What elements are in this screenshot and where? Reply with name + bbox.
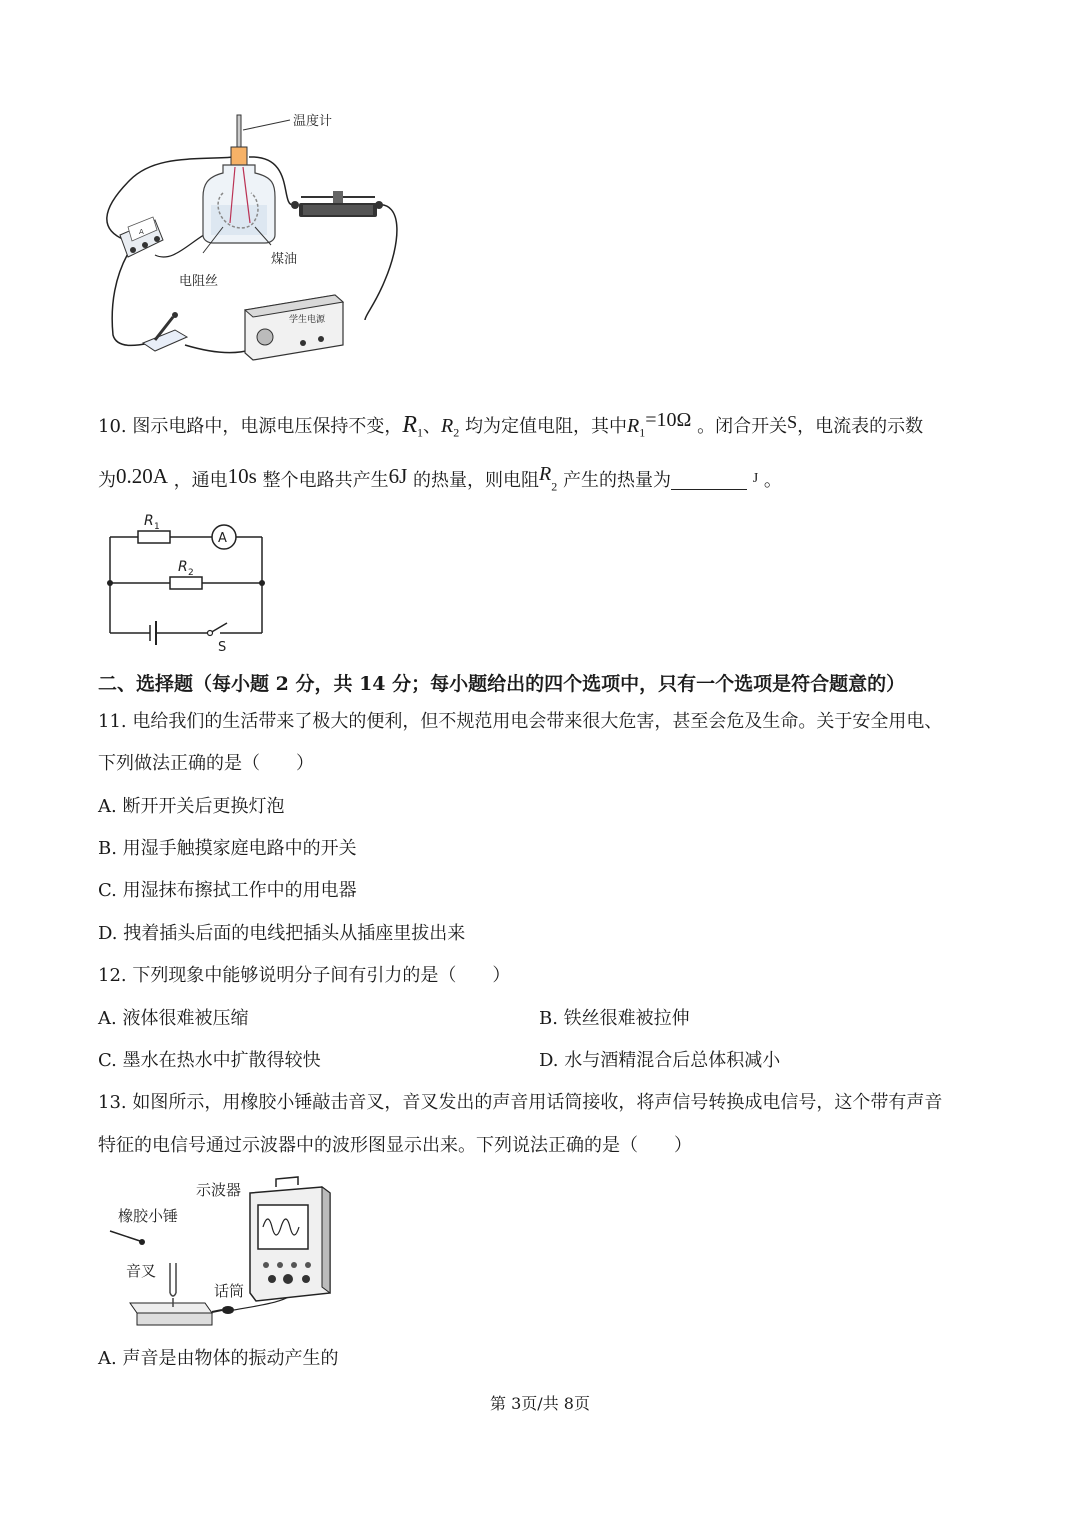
- ammeter: [120, 217, 163, 257]
- q10-line2: 为0.20A ，通电10s 整个电路共产生6J 的热量，则电阻$R_2$ 产生的热量为 $^J$ 。: [98, 463, 782, 494]
- q13-stem-line2: 特征的电信号通过示波器中的波形图显示出来。下列说法正确的是（ ）: [98, 1135, 692, 1156]
- svg-text:1: 1: [154, 522, 160, 532]
- knife-switch: [143, 312, 187, 351]
- q11-option-d[interactable]: D. 拽着插头后面的电线把插头从插座里拔出来: [98, 923, 466, 944]
- q11-stem-line2: 下列做法正确的是（ ）: [98, 753, 314, 774]
- rubber-hammer: [110, 1231, 145, 1245]
- oscilloscope: [250, 1177, 330, 1301]
- circuit-ammeter-letter: A: [218, 531, 227, 546]
- q11-option-b[interactable]: B. 用湿手触摸家庭电路中的开关: [98, 838, 357, 859]
- circuit-label-r1: R: [144, 513, 154, 529]
- q11-option-c[interactable]: C. 用湿抹布擦拭工作中的用电器: [98, 880, 357, 901]
- r1-value: =10Ω: [645, 409, 692, 431]
- apparatus-drawing: [95, 105, 415, 375]
- heat-value: 6J: [388, 464, 408, 488]
- label-kerosene: 煤油: [271, 252, 298, 267]
- q11-stem-line1: 11. 电给我们的生活带来了极大的便利，但不规范用电会带来很大危害，甚至会危及生命。关于安全用电、: [98, 711, 943, 732]
- oscilloscope-drawing: [100, 1175, 340, 1335]
- label-microphone: 话筒: [214, 1282, 245, 1300]
- answer-blank[interactable]: [671, 469, 747, 490]
- ammeter-letter: A: [139, 228, 144, 236]
- svg-text:2: 2: [188, 568, 194, 578]
- label-rubber-hammer: 橡胶小锤: [118, 1207, 179, 1225]
- figure-joule-apparatus: [95, 105, 415, 375]
- label-power-supply: 学生电源: [289, 315, 326, 325]
- q10-number: 10.: [98, 416, 127, 437]
- tuning-fork: [170, 1263, 176, 1307]
- q13-stem-line1: 13. 如图所示，用橡胶小锤敲击音叉，音叉发出的声音用话筒接收，将声信号转换成电信号，这个带有声音: [98, 1092, 943, 1113]
- label-oscilloscope: 示波器: [196, 1181, 242, 1199]
- circuit-drawing: [100, 505, 275, 655]
- label-thermometer: 温度计: [293, 114, 333, 129]
- page-number: 第 3页/共 8页: [490, 1394, 590, 1413]
- q12-stem: 12. 下列现象中能够说明分子间有引力的是（ ）: [98, 965, 511, 986]
- symbol-r2: R: [441, 415, 454, 437]
- q11-option-a[interactable]: A. 断开开关后更换灯泡: [98, 796, 285, 817]
- symbol-r1: R: [402, 412, 418, 438]
- q13-option-a[interactable]: A. 声音是由物体的振动产生的: [98, 1348, 339, 1369]
- current-value: 0.20A: [116, 464, 168, 488]
- time-value: 10s: [227, 464, 257, 488]
- label-resistance-wire: 电阻丝: [179, 274, 219, 289]
- student-power-supply: [245, 295, 343, 360]
- figure-circuit: [100, 505, 275, 655]
- label-tuning-fork: 音叉: [126, 1262, 157, 1280]
- q12-option-b[interactable]: B. 铁丝很难被拉伸: [539, 1008, 690, 1029]
- q10-line1: 10. 图示电路中，电源电压保持不变，$R_1$、$R_2$ 均为定值电阻，其中$R_1=10\Omega$ 。闭合开关S，电流表的示数: [98, 409, 924, 440]
- q12-option-a[interactable]: A. 液体很难被压缩: [98, 1008, 249, 1029]
- q12-option-d[interactable]: D. 水与酒精混合后总体积减小: [539, 1050, 781, 1071]
- figure-oscilloscope: [100, 1175, 340, 1335]
- rheostat: [291, 191, 383, 217]
- section-heading: 二、选择题（每小题 2 分，共 14 分；每小题给出的四个选项中，只有一个选项是符合题意的）: [98, 673, 906, 695]
- circuit-switch-letter: S: [218, 640, 227, 655]
- circuit-label-r2: R: [178, 559, 188, 575]
- q12-option-c[interactable]: C. 墨水在热水中扩散得较快: [98, 1050, 321, 1071]
